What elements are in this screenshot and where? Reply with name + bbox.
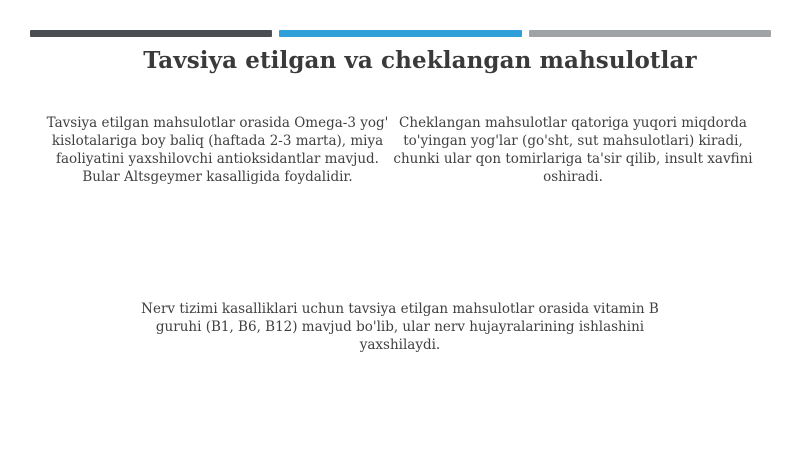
recommended-products-text: Tavsiya etilgan mahsulotlar orasida Omega-3 yog' kislotalariga boy baliq (haftada 2-3 marta), miya faoliyatini yaxshilovchi antioksidantlar mavjud. Bular Altsgeymer kasalligida foydalidir.	[46, 115, 389, 185]
slide-title: Tavsiya etilgan va cheklangan mahsulotlar	[143, 47, 697, 74]
restricted-products-text: Cheklangan mahsulotlar qatoriga yuqori miqdorda to'yingan yog'lar (go'sht, sut mahsulotlari) kiradi, chunki ular qon tomirlariga ta'sir qilib, insult xavfini oshiradi.	[393, 115, 753, 185]
accent-bar-blue	[279, 30, 522, 37]
nervous-system-text: Nerv tizimi kasalliklari uchun tavsiya etilgan mahsulotlar orasida vitamin B guruhi (B1, B6, B12) mavjud bo'lib, ular nerv hujayralarining ishlashini yaxshilaydi.	[141, 301, 659, 353]
accent-bar-dark	[30, 30, 272, 37]
accent-bar-gray	[529, 30, 771, 37]
header-accent-bars	[30, 30, 771, 37]
